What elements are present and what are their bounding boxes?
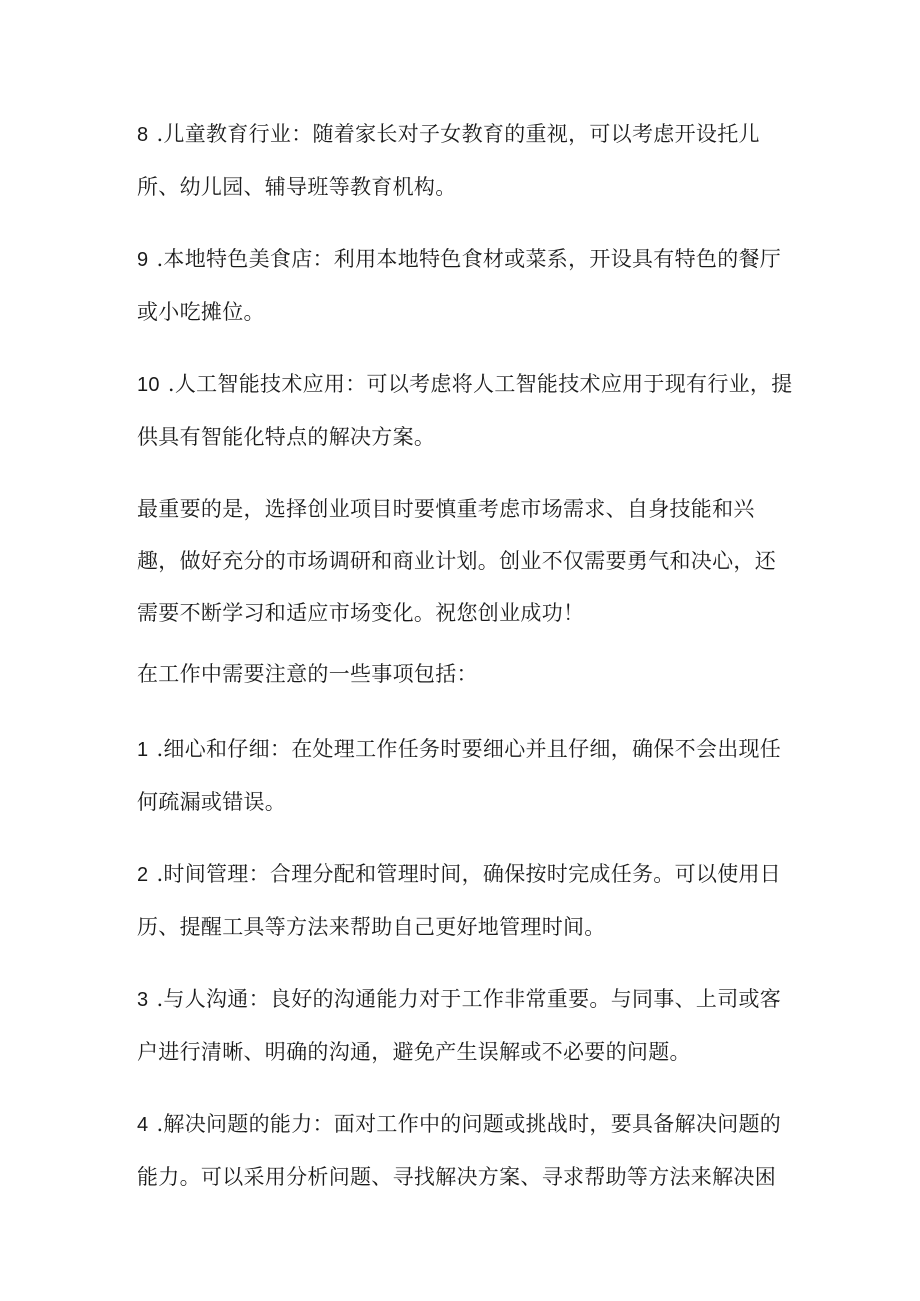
list-item-number: 8 bbox=[137, 124, 149, 146]
list-item-number: 4 bbox=[137, 1114, 149, 1136]
conclusion-paragraph: 最重要的是，选择创业项目时要慎重考虑市场需求、自身技能和兴趣，做好充分的市场调研和商业计划。创业不仅需要勇气和决心，还需要不断学习和适应市场变化。祝您创业成功！ bbox=[137, 497, 776, 625]
list-item-text: .时间管理：合理分配和管理时间，确保按时完成任务。可以使用日历、提醒工具等方法来帮助自己更好地管理时间。 bbox=[137, 862, 782, 939]
list-item-text: .解决问题的能力：面对工作中的问题或挑战时，要具备解决问题的能力。可以采用分析问题、寻找解决方案、寻求帮助等方法来解决困 bbox=[137, 1112, 782, 1189]
list-item-9 bbox=[137, 233, 797, 338]
list-item-number: 3 bbox=[137, 989, 149, 1011]
list-item-number: 2 bbox=[137, 864, 149, 886]
notes-heading: 在工作中需要注意的一些事项包括： bbox=[137, 662, 478, 686]
list-item-text: .儿童教育行业：随着家长对子女教育的重视，可以考虑开设托儿所、幼儿园、辅导班等教育机构。 bbox=[137, 122, 760, 199]
list-item-text: .人工智能技术应用：可以考虑将人工智能技术应用于现有行业，提供具有智能化特点的解决方案。 bbox=[137, 372, 793, 449]
list-item-text: .与人沟通：良好的沟通能力对于工作非常重要。与同事、上司或客户进行清晰、明确的沟通，避免产生误解或不必要的问题。 bbox=[137, 987, 782, 1064]
list-item-number: 1 bbox=[137, 739, 149, 761]
note-item-2 bbox=[137, 848, 797, 953]
list-item-number: 10 bbox=[137, 374, 160, 396]
list-item-text: .本地特色美食店：利用本地特色食材或菜系，开设具有特色的餐厅或小吃摊位。 bbox=[137, 247, 782, 324]
list-item-10 bbox=[137, 358, 797, 463]
note-item-3 bbox=[137, 973, 797, 1078]
list-item-text: .细心和仔细：在处理工作任务时要细心并且仔细，确保不会出现任何疏漏或错误。 bbox=[137, 737, 782, 814]
list-item-8 bbox=[137, 108, 797, 213]
note-item-4 bbox=[137, 1098, 797, 1203]
list-item-number: 9 bbox=[137, 249, 149, 271]
note-item-1 bbox=[137, 723, 797, 828]
